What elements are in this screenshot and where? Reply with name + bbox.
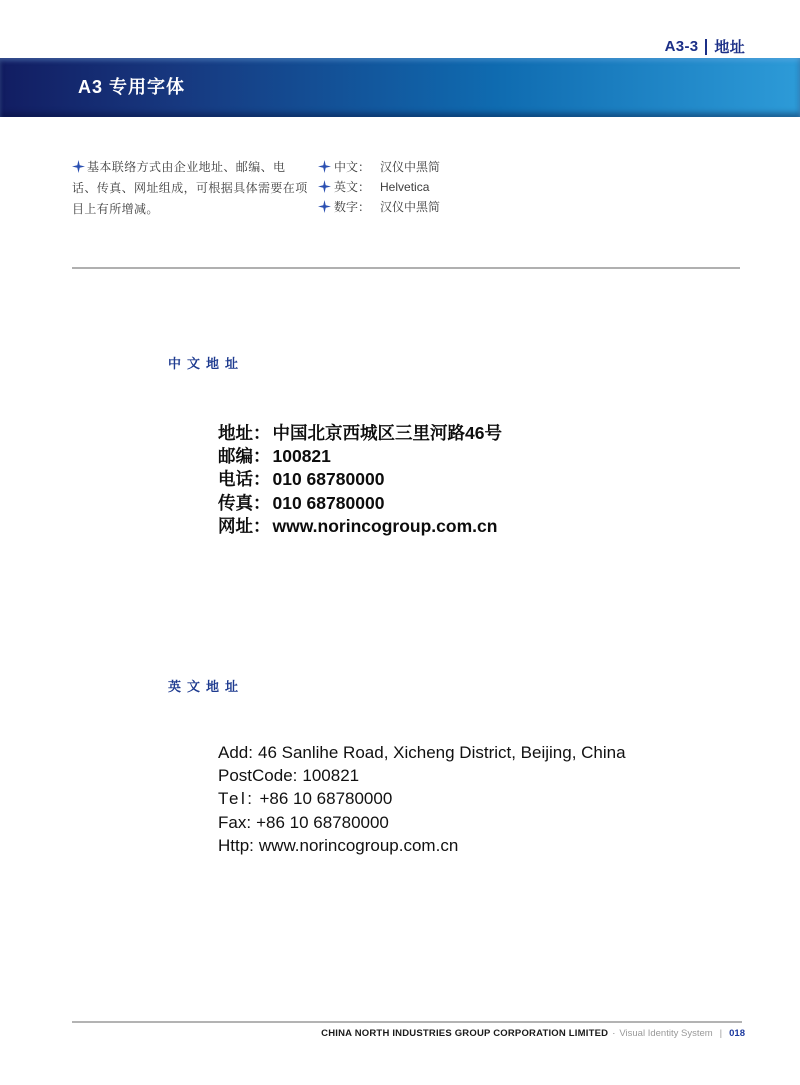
star-bullet-icon (318, 200, 331, 213)
footer-separator: | (719, 1028, 723, 1039)
footer-dot: · (612, 1028, 616, 1039)
address-label: Http: (218, 835, 254, 855)
page-title: A3 专用字体 (78, 77, 186, 97)
font-spec-label: 数字： (334, 200, 371, 214)
meta-divider (705, 39, 707, 55)
address-value: +86 10 68780000 (256, 812, 389, 832)
star-bullet-icon (318, 180, 331, 193)
font-spec-chinese (318, 157, 440, 177)
address-line (218, 764, 626, 787)
footer (321, 1028, 745, 1039)
address-label: PostCode: (218, 766, 298, 786)
section-divider (72, 267, 740, 269)
address-label: 地址： (218, 423, 271, 443)
intro-note (72, 157, 308, 220)
font-spec-list (318, 157, 440, 217)
font-spec-value: Helvetica (380, 180, 430, 194)
address-value: 100821 (272, 446, 331, 467)
font-spec-value: 汉仪中黑简 (380, 160, 441, 174)
address-line (218, 741, 626, 764)
footer-company-name: CHINA NORTH INDUSTRIES GROUP CORPORATION LIMITED (321, 1028, 609, 1039)
address-value: +86 10 68780000 (259, 789, 393, 809)
intro-note-text: 基本联络方式由企业地址、邮编、电话、传真、网址组成，可根据具体需要在项目上有所增减。 (72, 160, 308, 216)
footer-divider (72, 1021, 742, 1023)
address-line (218, 787, 626, 810)
address-line (218, 468, 502, 491)
address-value: 46 Sanlihe Road, Xicheng District, Beijing, China (257, 743, 626, 762)
star-bullet-icon (318, 160, 331, 173)
english-address-heading: 英文地址 (168, 679, 245, 694)
address-label: Add: (218, 743, 253, 762)
section-name: 地址 (714, 39, 745, 56)
address-label: 电话： (218, 469, 271, 490)
footer-page-number: 018 (729, 1028, 745, 1039)
font-spec-label: 中文： (334, 160, 371, 174)
font-spec-value: 汉仪中黑简 (380, 200, 441, 214)
address-value: 100821 (302, 766, 360, 786)
address-label: 网址： (218, 515, 271, 536)
address-label: Fax: (218, 812, 252, 832)
font-spec-label: 英文： (334, 180, 371, 194)
address-value: 中国北京西城区三里河路46号 (272, 423, 502, 443)
address-line (218, 811, 626, 834)
font-spec-number (318, 197, 440, 217)
address-line (218, 515, 502, 538)
address-label: Tel: (218, 789, 255, 809)
address-value: 010 68780000 (272, 492, 385, 513)
title-bar (0, 58, 800, 117)
star-bullet-icon (72, 160, 85, 173)
chinese-address-block (218, 422, 502, 538)
address-value: 010 68780000 (272, 469, 385, 490)
address-label: 传真： (218, 492, 271, 513)
footer-system-label: Visual Identity System (619, 1028, 713, 1039)
font-spec-english (318, 177, 440, 197)
section-code: A3-3 (664, 38, 699, 55)
address-line (218, 834, 626, 857)
address-value: www.norincogroup.com.cn (272, 515, 498, 536)
address-value: www.norincogroup.com.cn (258, 835, 459, 855)
address-label: 邮编： (218, 446, 271, 467)
address-line (218, 422, 502, 445)
address-line (218, 445, 502, 468)
english-address-block (218, 741, 626, 857)
chinese-address-heading: 中文地址 (168, 356, 245, 371)
address-line (218, 492, 502, 515)
section-meta (665, 36, 745, 57)
